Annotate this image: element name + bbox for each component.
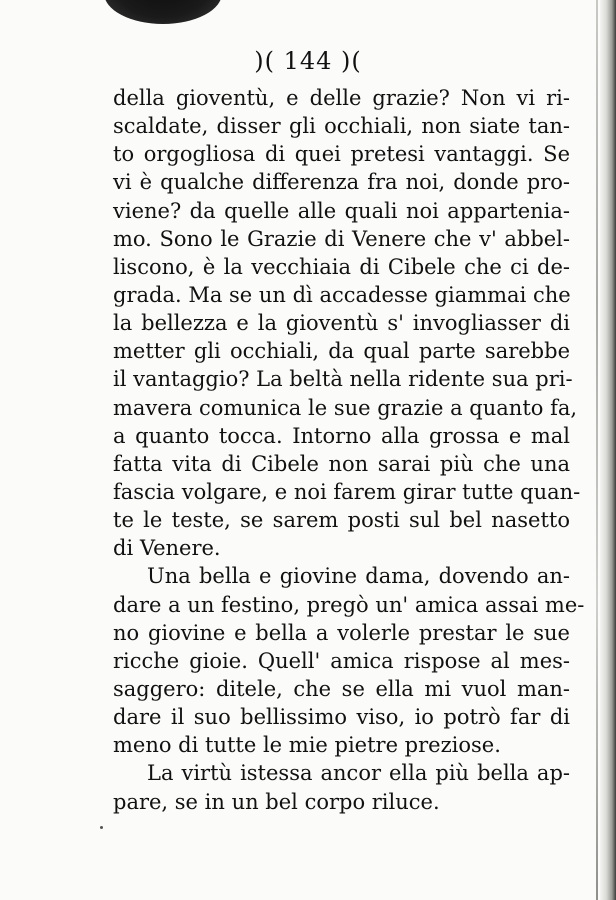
text-line: viene? da quelle alle quali noi apparteniа- (113, 198, 570, 223)
text-line: vi è qualche differenza fra noi, donde pro- (113, 170, 570, 195)
body-text (113, 84, 585, 816)
ink-blot (104, 0, 222, 24)
text-line: ricche gioie. Quell' amica rispose al mes- (113, 648, 570, 673)
page-fold-line (596, 0, 598, 900)
text-line: meno di tutte le mie pietre preziose. (113, 733, 501, 758)
page-number: )( 144 )( (254, 47, 362, 75)
text-line: saggero: ditele, che se ella mi vuol man- (113, 676, 570, 701)
text-line: liscono, è la vecchiaia di Cibele che ci de- (113, 254, 570, 279)
text-line: dare il suo bellissimo viso, io potrò far di (113, 705, 570, 730)
text-line: pare, se in un bel corpo riluce. (113, 789, 440, 814)
text-line: fatta vita di Cibele non sarai più che una (113, 451, 570, 476)
text-line: di Venere. (113, 536, 221, 561)
text-line: te le teste, se sarem posti sul bel nasetto (113, 508, 570, 533)
text-line: scaldate, disser gli occhiali, non siate tan- (113, 114, 570, 139)
text-line: della gioventù, e delle grazie? Non vi ri- (113, 86, 570, 110)
text-line: la bellezza e la gioventù s' invogliasser di (113, 311, 570, 336)
text-line: Una bella e giovine dama, dovendo an- (147, 564, 570, 589)
text-line: dare a un festino, pregò un' amica assai me- (113, 592, 585, 617)
text-line: grada. Ma se un dì accadesse giammai che (113, 282, 571, 307)
text-line: to orgogliosa di quei pretesi vantaggi. Se (113, 142, 570, 167)
text-line: metter gli occhiali, da qual parte sarebbe (113, 339, 570, 364)
text-line: a quanto tocca. Intorno alla grossa e mal (113, 423, 570, 448)
text-line: mavera comunica le sue grazie a quanto fa, (113, 395, 578, 420)
text-line: fascia volgare, e noi farem girar tutte quan- (113, 479, 581, 504)
text-line: La virtù istessa ancor ella più bella ap- (147, 761, 570, 786)
text-line: il vantaggio? La beltà nella ridente sua pri- (113, 367, 573, 392)
paper-speck (100, 826, 103, 829)
text-line: no giovine e bella a volerle prestar le sue (113, 620, 570, 645)
page-edge-shadow (600, 0, 616, 900)
text-line: mo. Sono le Grazie di Venere che v' abbel- (113, 226, 570, 251)
